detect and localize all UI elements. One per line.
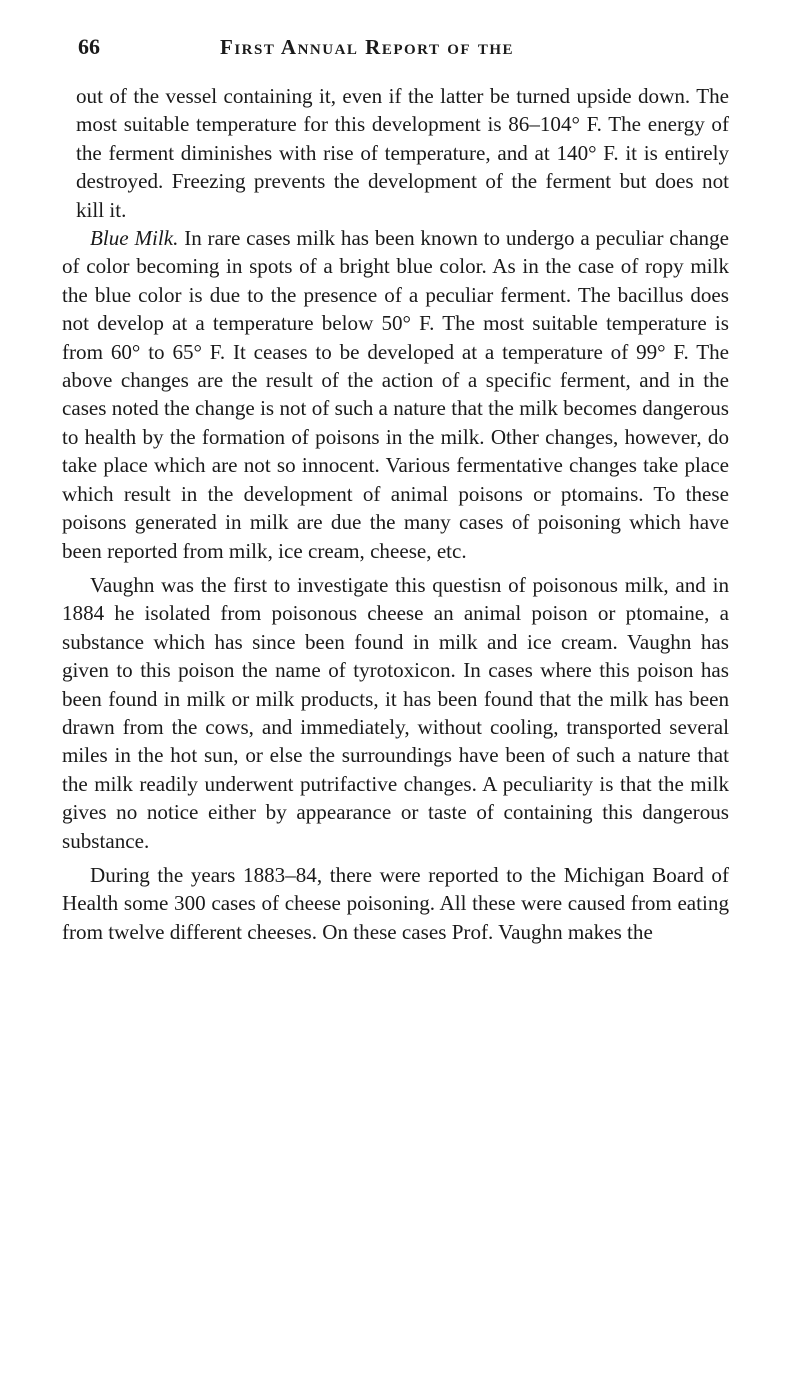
run-in-heading: Blue Milk. xyxy=(90,226,179,251)
paragraph-text: During the years 1883–84, there were reported to the Michigan Board of Health some 300 cases of cheese poisoning. All these were caused from eating from twelve different cheeses. On these cases Prof. Vaughn makes the xyxy=(62,862,729,944)
paragraph-continuation xyxy=(62,82,729,224)
paragraph-text: out of the vessel containing it, even if the latter be turned upside down. The most suitable temperature for this development is 86–104° F. The energy of the ferment diminishes with rise of temperature, and at 140° F. it is entirely destroyed. Freezing prevents the development of the ferment but does not kill it. xyxy=(76,84,729,222)
paragraph-michigan xyxy=(62,861,729,946)
paragraph-vaughn xyxy=(62,571,729,855)
paragraph-blue-milk xyxy=(62,224,729,565)
body-text xyxy=(62,82,729,946)
page-header xyxy=(70,34,721,68)
page-number: 66 xyxy=(78,34,100,59)
running-title: First Annual Report of the xyxy=(220,35,515,59)
paragraph-text: Vaughn was the first to investigate this questisn of poisonous milk, and in 1884 he isolated from poisonous cheese an animal poison or ptomaine, a substance which has since been found in milk and ice cream. Vaughn has given to this poison the name of tyrotoxicon. In cases where this poison has been found in milk or milk products, it has been found that the milk has been drawn from the cows, and immediately, without cooling, transported several miles in the hot sun, or else the surroundings have been of such a nature that the milk readily underwent putrifactive changes. A peculiarity is that the milk gives no notice either by appearance or taste of containing this dangerous substance. xyxy=(62,572,729,853)
paragraph-text: In rare cases milk has been known to undergo a peculiar change of color becoming in spots of a bright blue color. As in the case of ropy milk the blue color is due to the presence of a peculiar ferment. The bacillus does not develop at a temperature below 50° F. The most suitable temperature is from 60° to 65° F. It ceases to be developed at a temperature of 99° F. The above changes are the result of the action of a specific ferment, and in the cases noted the change is not of such a nature that the milk becomes dangerous to health by the formation of poisons in the milk. Other changes, however, do take place which are not so innocent. Various fermentative changes take place which result in the development of animal poisons or ptomains. To these poisons generated in milk are due the many cases of poisoning which have been reported from milk, ice cream, cheese, etc. xyxy=(62,226,730,563)
